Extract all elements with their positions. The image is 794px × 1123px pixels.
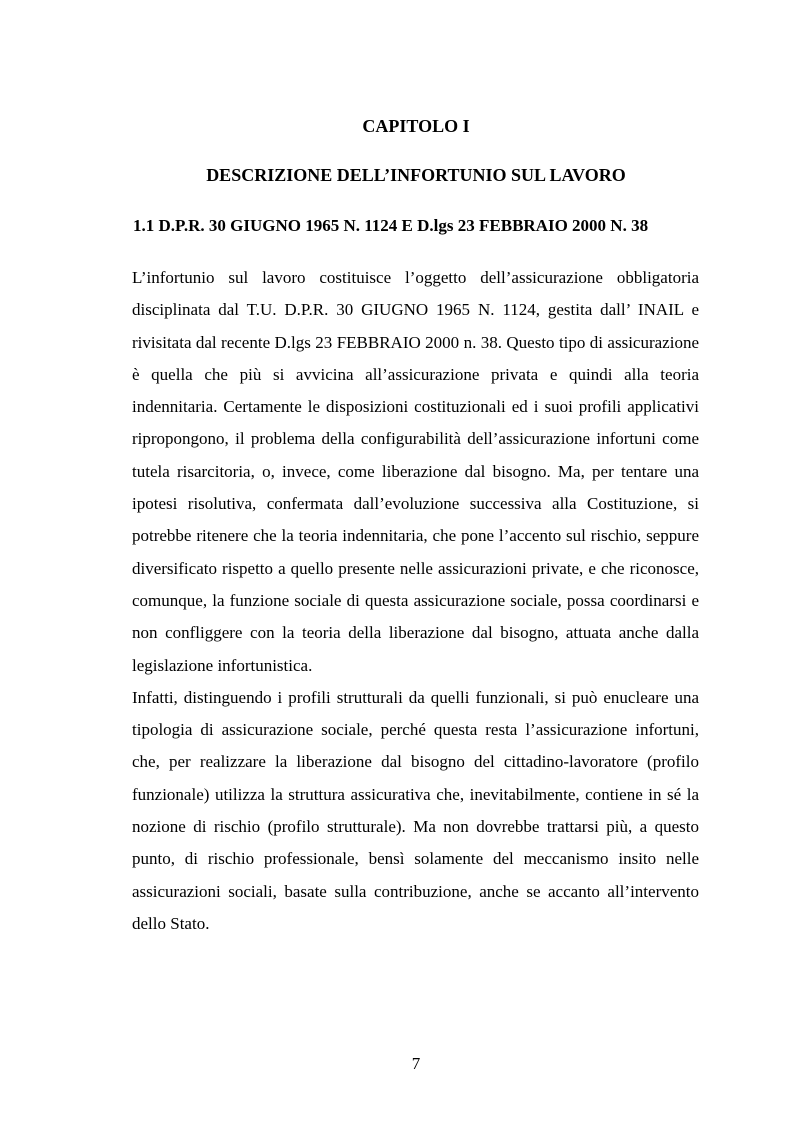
chapter-subtitle: DESCRIZIONE DELL’INFORTUNIO SUL LAVORO	[206, 165, 626, 185]
chapter-title: CAPITOLO I	[362, 116, 470, 136]
section-heading: 1.1 D.P.R. 30 GIUGNO 1965 N. 1124 E D.lgs 23 FEBBRAIO 2000 N. 38	[133, 216, 649, 235]
paragraph-2: Infatti, distinguendo i profili strutturali da quelli funzionali, si può enucleare una tipologia di assicurazione sociale, perché questa resta l’assicurazione infortuni, che, per realizzare la liberazione dal bisogno del cittadino-lavoratore (profilo funzionale) utilizza la struttura assicurativa che, inevitabilmente, contiene in sé la nozione di rischio (profilo strutturale). Ma non dovrebbe trattarsi più, a questo punto, di rischio professionale, bensì solamente del meccanismo insito nelle assicurazioni sociali, basate sulla contribuzione, anche se accanto all’intervento dello Stato.	[132, 687, 699, 933]
page-number: 7	[411, 1054, 421, 1073]
paragraph-1: L’infortunio sul lavoro costituisce l’oggetto dell’assicurazione obbligatoria disciplinata dal T.U. D.P.R. 30 GIUGNO 1965 N. 1124, gestita dall’ INAIL e rivisitata dal recente D.lgs 23 FEBBRAIO 2000 n. 38. Questo tipo di assicurazione è quella che più si avvicina all’assicurazione privata e quindi alla teoria indennitaria. Certamente le disposizioni costituzionali ed i suoi profili applicativi ripropongono, il problema della configurabilità dell’assicurazione infortuni come tutela risarcitoria, o, invece, come liberazione dal bisogno. Ma, per tentare una ipotesi risolutiva, confermata dall’evoluzione successiva alla Costituzione, si potrebbe ritenere che la teoria indennitaria, che pone l’accento sul rischio, seppure diversificato rispetto a quello presente nelle assicurazioni private, e che riconosce, comunque, la funzione sociale di questa assicurazione sociale, possa coordinarsi e non confliggere con la teoria della liberazione dal bisogno, attuata anche dalla legislazione infortunistica.	[132, 268, 699, 675]
body-text	[132, 262, 699, 940]
